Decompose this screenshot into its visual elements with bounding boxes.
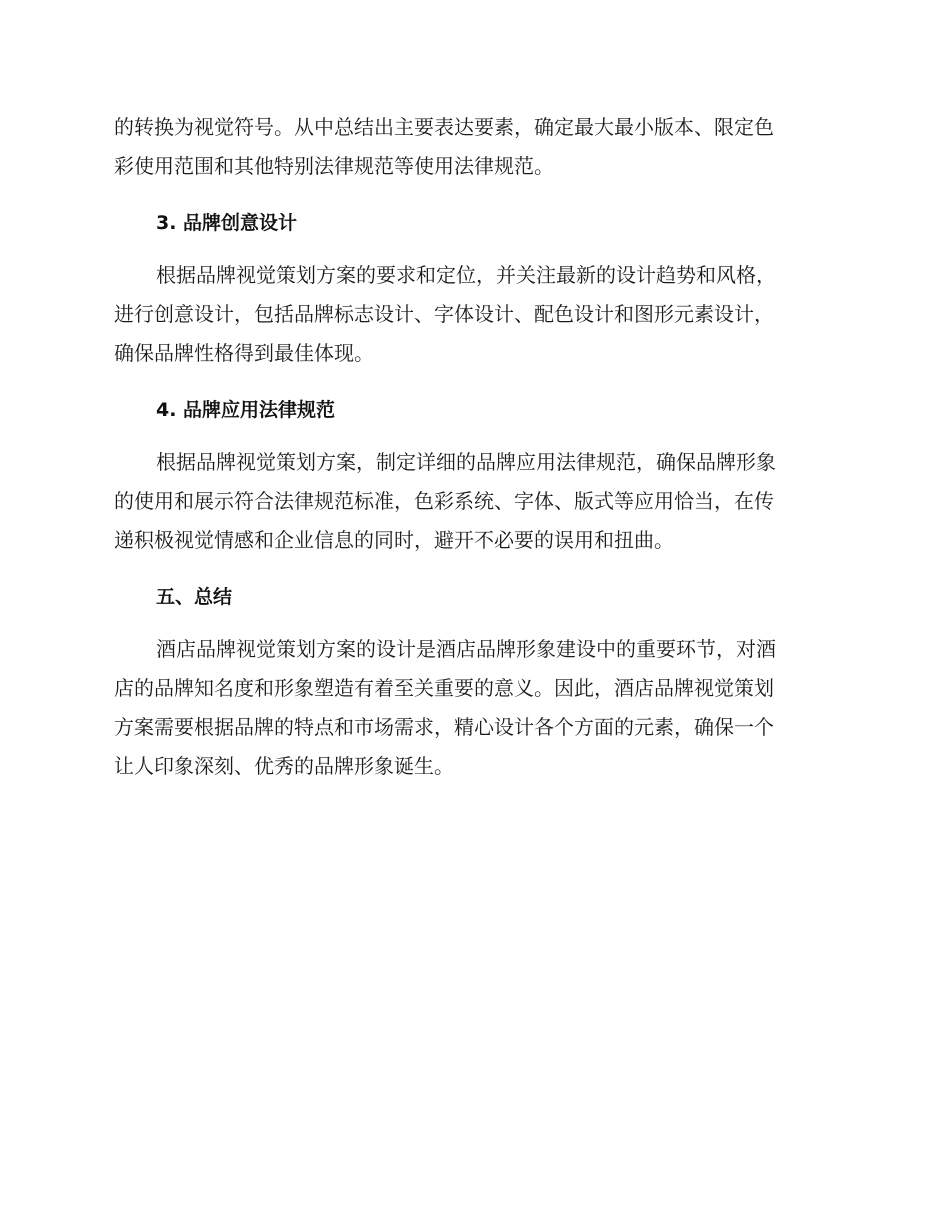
section-heading-brand-application-rules: 4. 品牌应用法律规范 bbox=[156, 399, 336, 421]
paragraph-summary bbox=[114, 630, 834, 786]
text-line: 确保品牌性格得到最佳体现。 bbox=[114, 341, 374, 365]
paragraph-creative-design bbox=[114, 256, 834, 373]
section-heading-brand-creative-design: 3. 品牌创意设计 bbox=[156, 212, 298, 234]
text-line: 让人印象深刻、优秀的品牌形象诞生。 bbox=[114, 754, 454, 778]
text-line: 递积极视觉情感和企业信息的同时，避开不必要的误用和扭曲。 bbox=[114, 528, 674, 552]
text-line: 根据品牌视觉策划方案，制定详细的品牌应用法律规范，确保品牌形象 bbox=[156, 450, 776, 474]
text-line: 的转换为视觉符号。从中总结出主要表达要素，确定最大最小版本、限定色 bbox=[114, 115, 774, 139]
text-line: 的使用和展示符合法律规范标准，色彩系统、字体、版式等应用恰当，在传 bbox=[114, 489, 774, 513]
document-body bbox=[114, 108, 834, 804]
text-line: 根据品牌视觉策划方案的要求和定位，并关注最新的设计趋势和风格， bbox=[156, 263, 776, 287]
text-line: 方案需要根据品牌的特点和市场需求，精心设计各个方面的元素，确保一个 bbox=[114, 715, 774, 739]
paragraph-continued bbox=[114, 108, 834, 186]
text-line: 彩使用范围和其他特别法律规范等使用法律规范。 bbox=[114, 154, 554, 178]
section-heading-summary: 五、总结 bbox=[156, 586, 233, 608]
paragraph-application-rules bbox=[114, 443, 834, 560]
text-line: 酒店品牌视觉策划方案的设计是酒店品牌形象建设中的重要环节，对酒 bbox=[156, 637, 776, 661]
text-line: 进行创意设计，包括品牌标志设计、字体设计、配色设计和图形元素设计， bbox=[114, 302, 774, 326]
text-line: 店的品牌知名度和形象塑造有着至关重要的意义。因此，酒店品牌视觉策划 bbox=[114, 676, 774, 700]
